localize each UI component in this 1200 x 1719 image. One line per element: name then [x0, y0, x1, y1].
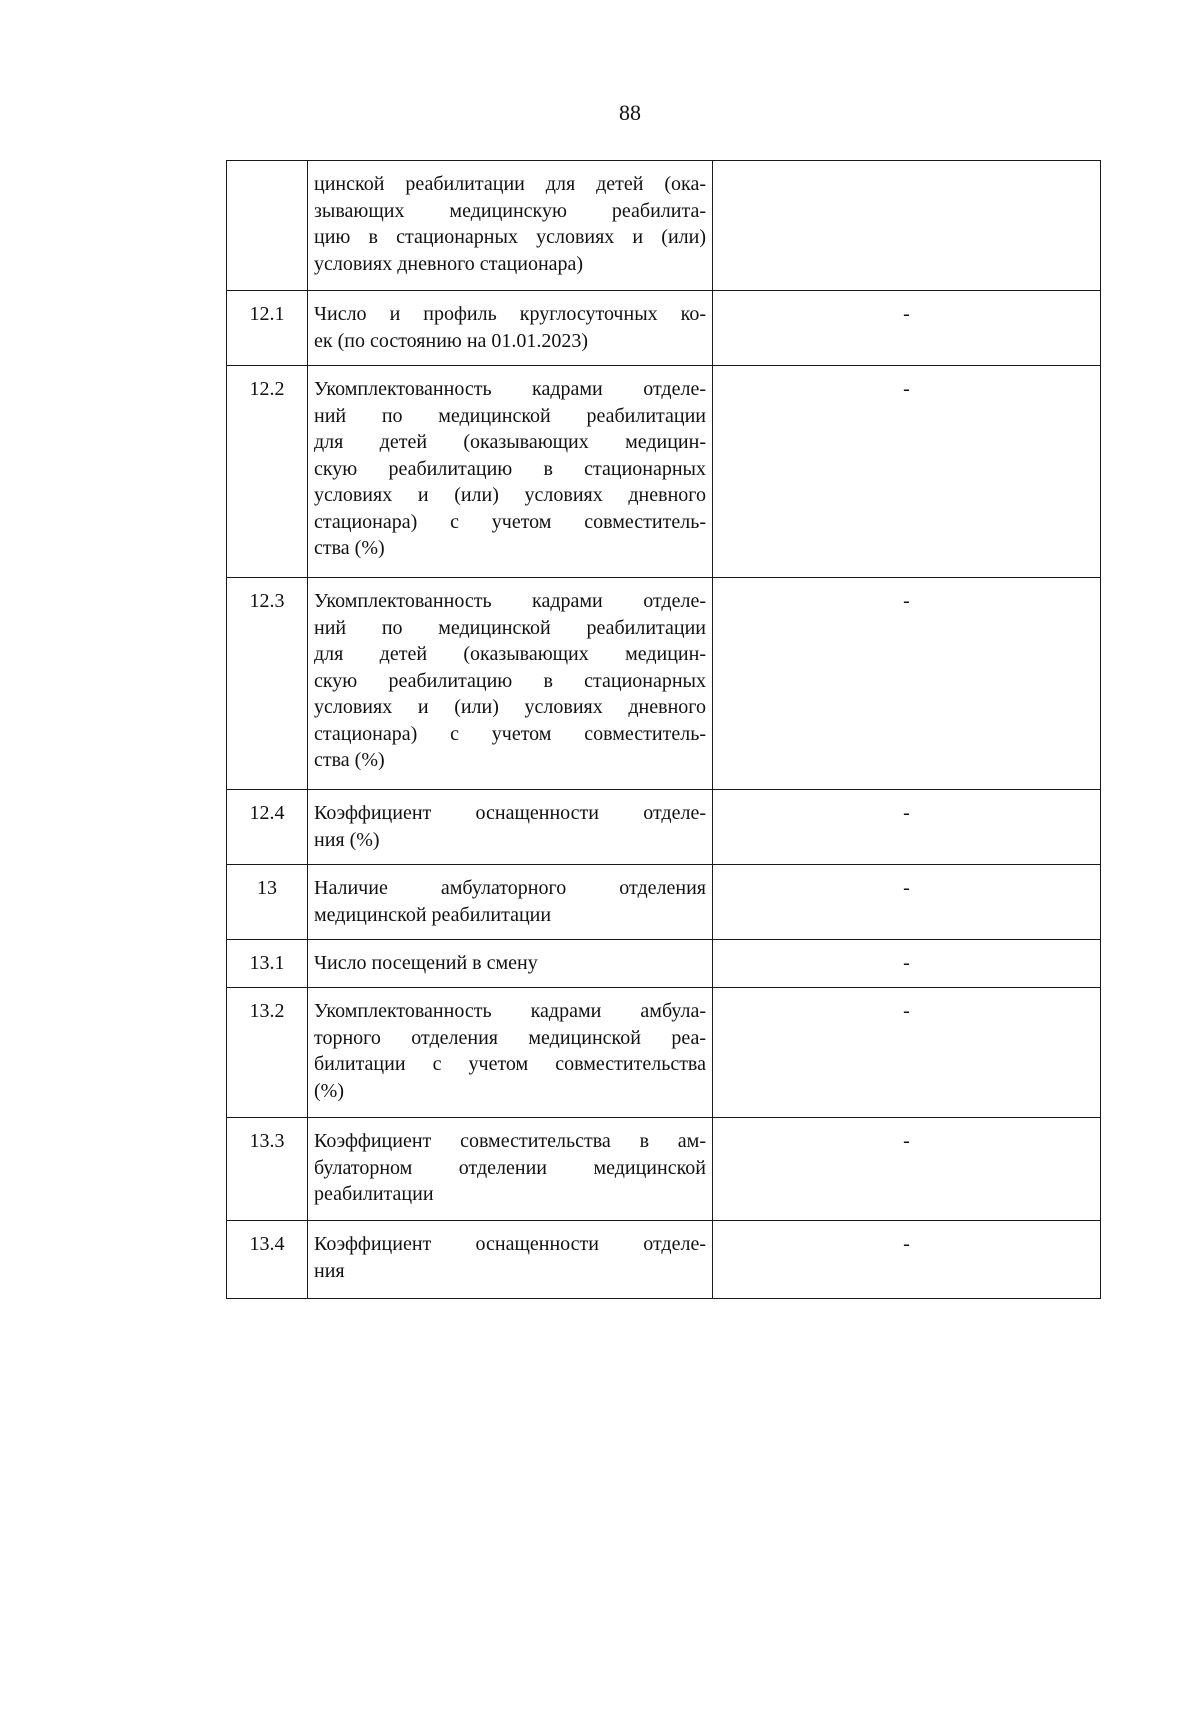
indicator-text-line: ек (по состоянию на 01.01.2023)	[314, 329, 589, 352]
indicator-text-line: билитации с учетом совместительства	[314, 1053, 706, 1075]
indicator-value: -	[903, 802, 910, 824]
indicator-value: -	[903, 1130, 910, 1152]
indicator-value: -	[903, 303, 910, 325]
indicator-text-line: ния	[314, 1259, 345, 1282]
indicator-text-line: ства (%)	[314, 537, 385, 559]
indicator-text-line: ний по медицинской реабилитации	[314, 404, 706, 427]
indicator-text-line: Число и профиль круглосуточных ко-	[314, 303, 706, 325]
indicator-value-cell	[713, 988, 1101, 1118]
indicator-text-line: стационара) с учетом совместитель-	[314, 510, 706, 533]
indicator-name-cell	[308, 865, 713, 940]
indicator-table	[226, 160, 1101, 1299]
row-number-cell: 13.3	[227, 1118, 308, 1221]
indicator-value-cell	[713, 1118, 1101, 1221]
table-row	[227, 291, 1101, 366]
indicator-text-line: ния (%)	[314, 828, 380, 851]
row-number-cell: 13	[227, 865, 308, 940]
indicator-text-line: условиях и (или) условиях дневного	[314, 696, 706, 718]
indicator-text-line: скую реабилитацию в стационарных	[314, 457, 706, 480]
table-row	[227, 1118, 1101, 1221]
indicator-value-cell	[713, 161, 1101, 291]
indicator-name-cell	[308, 790, 713, 865]
row-number-cell	[227, 161, 308, 291]
indicator-value: -	[903, 877, 910, 899]
indicator-text-line: Укомплектованность кадрами отделе-	[314, 378, 706, 400]
indicator-text-line: (%)	[314, 1079, 344, 1102]
indicator-value-cell	[713, 940, 1101, 988]
indicator-text-line: торного отделения медицинской реа-	[314, 1026, 706, 1049]
table-row	[227, 1221, 1101, 1299]
indicator-name-cell	[308, 940, 713, 988]
row-number-cell: 12.4	[227, 790, 308, 865]
table-row	[227, 865, 1101, 940]
row-number-cell: 13.1	[227, 940, 308, 988]
indicator-text-line: Укомплектованность кадрами амбула-	[314, 1000, 706, 1022]
indicator-name-cell	[308, 988, 713, 1118]
indicator-text-line: Коэффициент оснащенности отделе-	[314, 1233, 706, 1255]
indicator-value-cell	[713, 790, 1101, 865]
indicator-text-line: цию в стационарных условиях и (или)	[314, 226, 706, 248]
table-row	[227, 940, 1101, 988]
indicator-value-cell	[713, 366, 1101, 578]
row-number-cell: 13.2	[227, 988, 308, 1118]
indicator-value: -	[903, 590, 910, 612]
indicator-text-line: Укомплектованность кадрами отделе-	[314, 590, 706, 612]
table-body	[227, 161, 1101, 1299]
indicator-value: -	[903, 1000, 910, 1022]
indicator-text-line: Коэффициент оснащенности отделе-	[314, 802, 706, 824]
row-number-cell: 13.4	[227, 1221, 308, 1299]
indicator-text-line: ний по медицинской реабилитации	[314, 616, 706, 639]
indicator-value-cell	[713, 291, 1101, 366]
indicator-text-line: для детей (оказывающих медицин-	[314, 643, 706, 665]
indicator-text-line: скую реабилитацию в стационарных	[314, 669, 706, 692]
indicator-value-cell	[713, 865, 1101, 940]
indicator-text-line: зывающих медицинскую реабилита-	[314, 199, 706, 222]
indicator-value: -	[903, 1233, 910, 1255]
indicator-name-cell	[308, 161, 713, 291]
indicator-value: -	[903, 378, 910, 400]
indicator-value-cell	[713, 1221, 1101, 1299]
table-row	[227, 161, 1101, 291]
indicator-text-line: медицинской реабилитации	[314, 903, 552, 926]
indicator-name-cell	[308, 1118, 713, 1221]
table-row	[227, 790, 1101, 865]
indicator-text-line: Число посещений в смену	[314, 952, 538, 974]
indicator-text-line: реабилитации	[314, 1183, 434, 1205]
indicator-text-line: цинской реабилитации для детей (ока-	[314, 173, 706, 195]
indicator-text-line: условиях дневного стационара)	[314, 252, 584, 275]
indicator-text-line: стационара) с учетом совместитель-	[314, 722, 706, 745]
row-number-cell: 12.2	[227, 366, 308, 578]
indicator-value: -	[903, 952, 910, 974]
indicator-text-line: Коэффициент совместительства в ам-	[314, 1130, 706, 1152]
indicator-name-cell	[308, 578, 713, 790]
indicator-text-line: ства (%)	[314, 749, 385, 771]
table-row	[227, 988, 1101, 1118]
indicator-text-line: Наличие амбулаторного отделения	[314, 877, 706, 899]
indicator-text-line: булаторном отделении медицинской	[314, 1156, 706, 1179]
indicator-text-line: условиях и (или) условиях дневного	[314, 484, 706, 506]
row-number-cell: 12.3	[227, 578, 308, 790]
indicator-name-cell	[308, 366, 713, 578]
table-row	[227, 578, 1101, 790]
row-number-cell: 12.1	[227, 291, 308, 366]
indicator-name-cell	[308, 291, 713, 366]
indicator-text-line: для детей (оказывающих медицин-	[314, 431, 706, 453]
table-row	[227, 366, 1101, 578]
page-number: 88	[619, 100, 641, 125]
indicator-value-cell	[713, 578, 1101, 790]
indicator-name-cell	[308, 1221, 713, 1299]
